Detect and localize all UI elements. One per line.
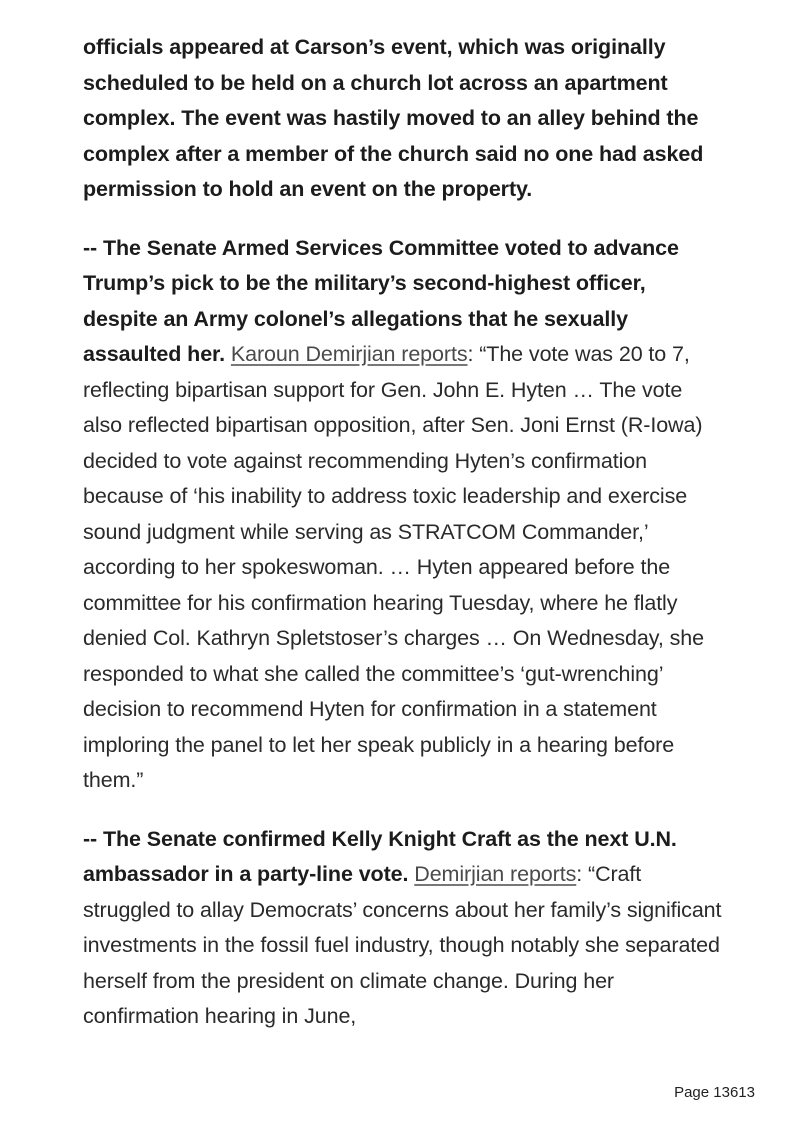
paragraph-bold-text: officials appeared at Carson’s event, which was originally scheduled to be held on a church lot across an apartment complex. The event was hastily moved to an alley behind the complex after a member of the church said no one had asked permission to hold an event on the property.	[83, 35, 704, 201]
document-page	[83, 30, 723, 1082]
paragraph-bold-lead: -- The Senate confirmed Kelly Knight Craft as the next U.N. ambassador in a party-line vote.	[83, 826, 677, 886]
paragraph-bold-lead: -- The Senate Armed Services Committee voted to advance Trump’s pick to be the military’s second-highest officer, despite an Army colonel’s allegations that he sexually assaulted her.	[83, 235, 679, 366]
paragraph-quote-text: “The vote was 20 to 7, reflecting bipartisan support for Gen. John E. Hyten … The vote also reflected bipartisan opposition, after Sen. Joni Ernst (R-Iowa) decided to vote against recommending Hyten’s confirmation because of ‘his inability to address toxic leadership and exercise sound judgment while serving as STRATCOM Commander,’ according to her spokeswoman. … Hyten appeared before the committee for his confirmation hearing Tuesday, where he flatly denied Col. Kathryn Spletstoser’s charges … On Wednesday, she responded to what she called the committee’s ‘gut-wrenching’ decision to recommend Hyten for confirmation in a statement imploring the panel to let her speak publicly in a hearing before them.”	[83, 342, 704, 792]
demirjian-reports-link[interactable]: Demirjian reports	[414, 862, 577, 886]
paragraph-quote-text: “Craft struggled to allay Democrats’ concerns about her family’s significant investments in the fossil fuel industry, though notably she separated herself from the president on climate change. During her confirmation hearing in June,	[83, 862, 722, 1028]
paragraph-craft-confirmation	[83, 822, 723, 1035]
link-colon: :	[467, 342, 474, 366]
page-number: Page 13613	[674, 1084, 755, 1101]
paragraph-carson-event	[83, 30, 723, 208]
karoun-demirjian-reports-link[interactable]: Karoun Demirjian reports	[230, 342, 468, 366]
link-colon: :	[576, 862, 583, 886]
paragraph-hyten-vote	[83, 231, 723, 799]
